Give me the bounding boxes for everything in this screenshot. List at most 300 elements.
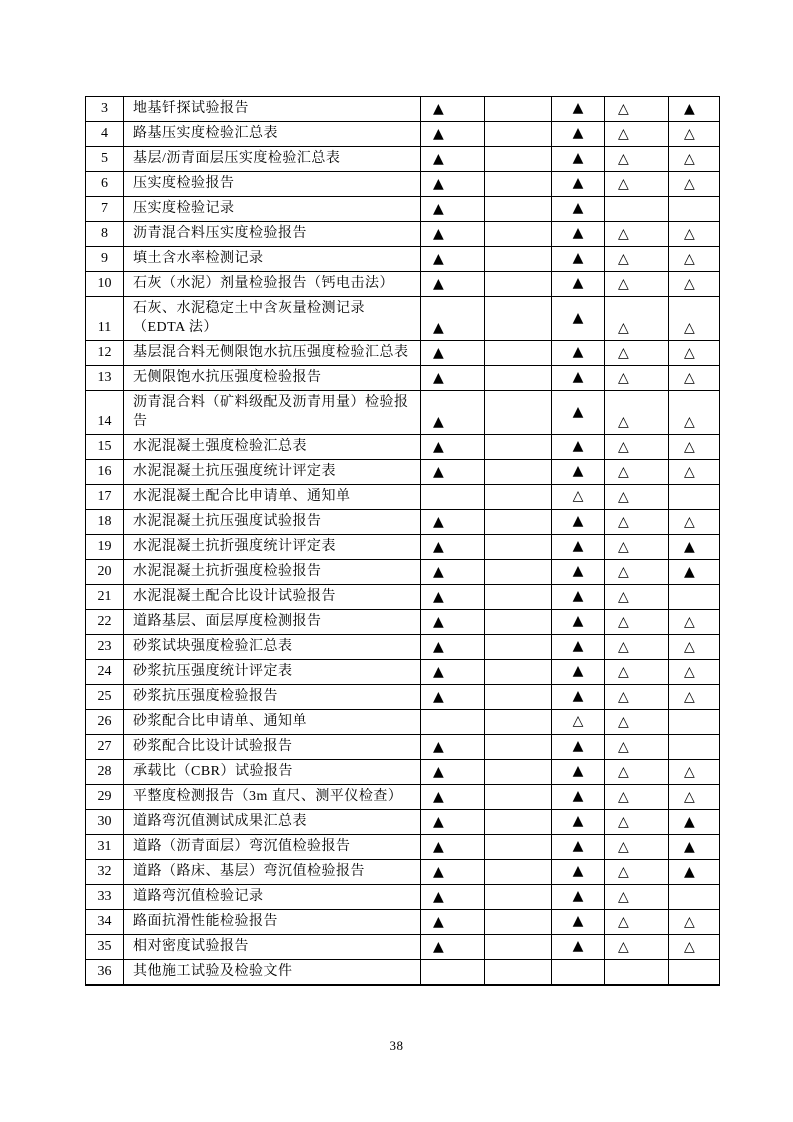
row-title: 水泥混凝土抗折强度检验报告	[124, 560, 421, 585]
table-row	[86, 910, 720, 935]
row-title: 砂浆配合比申请单、通知单	[124, 710, 421, 735]
mark-cell	[552, 635, 605, 660]
mark-cell	[421, 391, 485, 435]
row-title: 其他施工试验及检验文件	[124, 960, 421, 986]
row-number: 7	[86, 197, 124, 222]
mark-cell	[669, 910, 720, 935]
mark-cell	[421, 222, 485, 247]
triangle-hollow-icon: △	[618, 539, 629, 555]
triangle-hollow-icon: △	[684, 439, 695, 455]
row-number: 25	[86, 685, 124, 710]
mark-cell	[485, 735, 552, 760]
mark-cell	[552, 510, 605, 535]
mark-cell	[552, 885, 605, 910]
row-number: 18	[86, 510, 124, 535]
triangle-filled-icon: ▲	[433, 589, 444, 605]
mark-cell	[605, 366, 669, 391]
row-title: 地基钎探试验报告	[124, 97, 421, 122]
row-number: 33	[86, 885, 124, 910]
triangle-hollow-icon: △	[618, 414, 629, 430]
triangle-filled-icon: ▲	[433, 251, 444, 267]
mark-cell	[485, 760, 552, 785]
mark-cell	[552, 272, 605, 297]
mark-cell	[669, 960, 720, 986]
row-number: 4	[86, 122, 124, 147]
triangle-hollow-icon: △	[684, 226, 695, 242]
mark-cell	[485, 97, 552, 122]
mark-cell	[552, 685, 605, 710]
mark-cell	[485, 535, 552, 560]
mark-cell	[669, 172, 720, 197]
row-title: 平整度检测报告（3m 直尺、测平仪检查）	[124, 785, 421, 810]
row-title: 无侧限饱水抗压强度检验报告	[124, 366, 421, 391]
triangle-hollow-icon: △	[618, 789, 629, 805]
triangle-hollow-icon: △	[618, 320, 629, 336]
mark-cell	[669, 485, 720, 510]
triangle-filled-icon: ▲	[572, 275, 584, 291]
mark-cell	[485, 391, 552, 435]
mark-cell	[552, 247, 605, 272]
triangle-hollow-icon: △	[572, 488, 584, 504]
triangle-filled-icon: ▲	[572, 663, 584, 679]
triangle-hollow-icon: △	[684, 664, 695, 680]
mark-cell	[485, 247, 552, 272]
mark-cell	[669, 585, 720, 610]
mark-cell	[605, 910, 669, 935]
mark-cell	[605, 885, 669, 910]
mark-cell	[552, 810, 605, 835]
table-row	[86, 122, 720, 147]
triangle-hollow-icon: △	[618, 370, 629, 386]
triangle-filled-icon: ▲	[684, 564, 695, 580]
table-row	[86, 391, 720, 435]
triangle-hollow-icon: △	[618, 345, 629, 361]
mark-cell	[669, 341, 720, 366]
mark-cell	[605, 197, 669, 222]
mark-cell	[669, 760, 720, 785]
triangle-hollow-icon: △	[684, 276, 695, 292]
mark-cell	[605, 485, 669, 510]
triangle-filled-icon: ▲	[684, 101, 695, 117]
mark-cell	[605, 710, 669, 735]
mark-cell	[485, 910, 552, 935]
mark-cell	[421, 341, 485, 366]
mark-cell	[552, 197, 605, 222]
mark-cell	[669, 147, 720, 172]
row-title: 水泥混凝土配合比申请单、通知单	[124, 485, 421, 510]
row-number: 16	[86, 460, 124, 485]
triangle-hollow-icon: △	[618, 251, 629, 267]
row-title: 石灰、水泥稳定土中含灰量检测记录（EDTA 法）	[124, 297, 421, 341]
mark-cell	[421, 560, 485, 585]
table-row	[86, 97, 720, 122]
triangle-filled-icon: ▲	[684, 864, 695, 880]
triangle-hollow-icon: △	[618, 514, 629, 530]
triangle-filled-icon: ▲	[572, 638, 584, 654]
triangle-hollow-icon: △	[684, 639, 695, 655]
table-row	[86, 710, 720, 735]
triangle-filled-icon: ▲	[572, 888, 584, 904]
triangle-hollow-icon: △	[618, 176, 629, 192]
mark-cell	[421, 122, 485, 147]
mark-cell	[552, 341, 605, 366]
triangle-filled-icon: ▲	[572, 538, 584, 554]
triangle-hollow-icon: △	[618, 464, 629, 480]
mark-cell	[605, 297, 669, 341]
mark-cell	[669, 535, 720, 560]
mark-cell	[485, 122, 552, 147]
mark-cell	[485, 660, 552, 685]
mark-cell	[485, 635, 552, 660]
triangle-filled-icon: ▲	[433, 151, 444, 167]
mark-cell	[605, 391, 669, 435]
mark-cell	[605, 785, 669, 810]
mark-cell	[485, 366, 552, 391]
triangle-filled-icon: ▲	[572, 200, 584, 216]
triangle-hollow-icon: △	[684, 414, 695, 430]
row-number: 31	[86, 835, 124, 860]
mark-cell	[605, 935, 669, 960]
mark-cell	[552, 910, 605, 935]
triangle-filled-icon: ▲	[433, 320, 444, 336]
table-row	[86, 935, 720, 960]
mark-cell	[552, 660, 605, 685]
mark-cell	[485, 785, 552, 810]
triangle-filled-icon: ▲	[433, 864, 444, 880]
mark-cell	[421, 485, 485, 510]
row-number: 15	[86, 435, 124, 460]
mark-cell	[421, 935, 485, 960]
triangle-hollow-icon: △	[618, 864, 629, 880]
triangle-filled-icon: ▲	[572, 100, 584, 116]
table-row	[86, 535, 720, 560]
table-row	[86, 585, 720, 610]
mark-cell	[552, 735, 605, 760]
triangle-hollow-icon: △	[618, 226, 629, 242]
row-number: 22	[86, 610, 124, 635]
row-title: 道路弯沉值测试成果汇总表	[124, 810, 421, 835]
mark-cell	[421, 147, 485, 172]
table-row	[86, 760, 720, 785]
row-number: 23	[86, 635, 124, 660]
mark-cell	[669, 272, 720, 297]
mark-cell	[421, 710, 485, 735]
triangle-hollow-icon: △	[684, 514, 695, 530]
mark-cell	[485, 222, 552, 247]
row-title: 水泥混凝土配合比设计试验报告	[124, 585, 421, 610]
mark-cell	[669, 247, 720, 272]
triangle-filled-icon: ▲	[433, 939, 444, 955]
triangle-hollow-icon: △	[618, 664, 629, 680]
triangle-filled-icon: ▲	[572, 175, 584, 191]
mark-cell	[485, 341, 552, 366]
mark-cell	[421, 635, 485, 660]
row-title: 基层/沥青面层压实度检验汇总表	[124, 147, 421, 172]
triangle-hollow-icon: △	[618, 889, 629, 905]
mark-cell	[605, 535, 669, 560]
row-number: 29	[86, 785, 124, 810]
table-row	[86, 366, 720, 391]
triangle-hollow-icon: △	[684, 251, 695, 267]
row-number: 6	[86, 172, 124, 197]
triangle-filled-icon: ▲	[572, 813, 584, 829]
mark-cell	[605, 735, 669, 760]
triangle-filled-icon: ▲	[433, 176, 444, 192]
row-number: 26	[86, 710, 124, 735]
triangle-filled-icon: ▲	[433, 689, 444, 705]
mark-cell	[669, 122, 720, 147]
triangle-filled-icon: ▲	[433, 101, 444, 117]
triangle-hollow-icon: △	[618, 564, 629, 580]
row-number: 35	[86, 935, 124, 960]
mark-cell	[605, 585, 669, 610]
triangle-filled-icon: ▲	[572, 563, 584, 579]
table-row	[86, 860, 720, 885]
triangle-hollow-icon: △	[684, 764, 695, 780]
mark-cell	[552, 935, 605, 960]
mark-cell	[605, 660, 669, 685]
triangle-filled-icon: ▲	[572, 125, 584, 141]
row-title: 沥青混合料（矿料级配及沥青用量）检验报告	[124, 391, 421, 435]
triangle-filled-icon: ▲	[433, 814, 444, 830]
table-row	[86, 272, 720, 297]
row-number: 5	[86, 147, 124, 172]
row-title: 沥青混合料压实度检验报告	[124, 222, 421, 247]
triangle-hollow-icon: △	[618, 689, 629, 705]
mark-cell	[552, 485, 605, 510]
mark-cell	[552, 960, 605, 986]
mark-cell	[669, 860, 720, 885]
row-title: 路基压实度检验汇总表	[124, 122, 421, 147]
table-row	[86, 485, 720, 510]
row-number: 17	[86, 485, 124, 510]
row-number: 24	[86, 660, 124, 685]
mark-cell	[485, 685, 552, 710]
mark-cell	[605, 341, 669, 366]
triangle-hollow-icon: △	[684, 614, 695, 630]
table-row	[86, 222, 720, 247]
triangle-hollow-icon: △	[618, 151, 629, 167]
table-row	[86, 885, 720, 910]
mark-cell	[552, 366, 605, 391]
mark-cell	[552, 147, 605, 172]
mark-cell	[669, 197, 720, 222]
mark-cell	[605, 685, 669, 710]
mark-cell	[552, 297, 605, 341]
triangle-hollow-icon: △	[684, 345, 695, 361]
triangle-filled-icon: ▲	[684, 539, 695, 555]
triangle-hollow-icon: △	[618, 101, 629, 117]
triangle-filled-icon: ▲	[433, 514, 444, 530]
triangle-hollow-icon: △	[684, 464, 695, 480]
table-row	[86, 510, 720, 535]
row-title: 路面抗滑性能检验报告	[124, 910, 421, 935]
triangle-hollow-icon: △	[618, 439, 629, 455]
mark-cell	[421, 247, 485, 272]
mark-cell	[605, 435, 669, 460]
mark-cell	[669, 610, 720, 635]
table-row	[86, 197, 720, 222]
triangle-filled-icon: ▲	[433, 764, 444, 780]
row-number: 34	[86, 910, 124, 935]
mark-cell	[552, 710, 605, 735]
triangle-hollow-icon: △	[618, 814, 629, 830]
table-row	[86, 147, 720, 172]
mark-cell	[485, 935, 552, 960]
row-number: 32	[86, 860, 124, 885]
mark-cell	[485, 885, 552, 910]
table-row	[86, 735, 720, 760]
triangle-filled-icon: ▲	[433, 789, 444, 805]
mark-cell	[421, 885, 485, 910]
mark-cell	[669, 460, 720, 485]
row-number: 12	[86, 341, 124, 366]
report-table-body	[86, 97, 720, 986]
row-title: 砂浆抗压强度检验报告	[124, 685, 421, 710]
mark-cell	[552, 122, 605, 147]
triangle-filled-icon: ▲	[572, 738, 584, 754]
row-number: 9	[86, 247, 124, 272]
row-title: 相对密度试验报告	[124, 935, 421, 960]
mark-cell	[421, 366, 485, 391]
mark-cell	[421, 760, 485, 785]
triangle-filled-icon: ▲	[433, 414, 444, 430]
table-row	[86, 810, 720, 835]
mark-cell	[485, 272, 552, 297]
mark-cell	[485, 297, 552, 341]
triangle-filled-icon: ▲	[572, 344, 584, 360]
triangle-filled-icon: ▲	[572, 403, 584, 420]
triangle-filled-icon: ▲	[572, 938, 584, 954]
triangle-filled-icon: ▲	[572, 588, 584, 604]
triangle-hollow-icon: △	[684, 939, 695, 955]
row-title: 道路基层、面层厚度检测报告	[124, 610, 421, 635]
mark-cell	[552, 585, 605, 610]
mark-cell	[421, 535, 485, 560]
mark-cell	[485, 835, 552, 860]
mark-cell	[605, 272, 669, 297]
triangle-hollow-icon: △	[618, 939, 629, 955]
triangle-hollow-icon: △	[618, 126, 629, 142]
mark-cell	[605, 222, 669, 247]
row-number: 20	[86, 560, 124, 585]
mark-cell	[421, 510, 485, 535]
triangle-hollow-icon: △	[618, 276, 629, 292]
triangle-filled-icon: ▲	[572, 463, 584, 479]
mark-cell	[421, 610, 485, 635]
table-row	[86, 685, 720, 710]
row-number: 14	[86, 391, 124, 435]
mark-cell	[485, 147, 552, 172]
triangle-filled-icon: ▲	[433, 914, 444, 930]
triangle-filled-icon: ▲	[684, 839, 695, 855]
triangle-filled-icon: ▲	[572, 250, 584, 266]
row-title: 水泥混凝土强度检验汇总表	[124, 435, 421, 460]
mark-cell	[669, 735, 720, 760]
mark-cell	[669, 660, 720, 685]
mark-cell	[605, 247, 669, 272]
mark-cell	[605, 635, 669, 660]
triangle-filled-icon: ▲	[433, 226, 444, 242]
table-row	[86, 785, 720, 810]
inspection-report-table	[85, 96, 720, 986]
table-row	[86, 435, 720, 460]
mark-cell	[669, 710, 720, 735]
triangle-filled-icon: ▲	[433, 539, 444, 555]
triangle-filled-icon: ▲	[433, 439, 444, 455]
triangle-hollow-icon: △	[684, 370, 695, 386]
mark-cell	[605, 835, 669, 860]
mark-cell	[421, 172, 485, 197]
triangle-filled-icon: ▲	[572, 150, 584, 166]
mark-cell	[552, 760, 605, 785]
mark-cell	[421, 297, 485, 341]
mark-cell	[669, 391, 720, 435]
row-number: 19	[86, 535, 124, 560]
triangle-hollow-icon: △	[618, 614, 629, 630]
row-title: 道路弯沉值检验记录	[124, 885, 421, 910]
triangle-hollow-icon: △	[618, 914, 629, 930]
mark-cell	[669, 560, 720, 585]
mark-cell	[421, 272, 485, 297]
mark-cell	[421, 460, 485, 485]
triangle-filled-icon: ▲	[433, 126, 444, 142]
triangle-filled-icon: ▲	[433, 464, 444, 480]
mark-cell	[485, 960, 552, 986]
row-number: 8	[86, 222, 124, 247]
triangle-hollow-icon: △	[618, 589, 629, 605]
triangle-filled-icon: ▲	[572, 913, 584, 929]
mark-cell	[605, 172, 669, 197]
mark-cell	[605, 810, 669, 835]
mark-cell	[485, 485, 552, 510]
triangle-filled-icon: ▲	[433, 889, 444, 905]
row-title: 砂浆试块强度检验汇总表	[124, 635, 421, 660]
row-title: 填土含水率检测记录	[124, 247, 421, 272]
mark-cell	[485, 860, 552, 885]
table-row	[86, 297, 720, 341]
mark-cell	[669, 935, 720, 960]
triangle-hollow-icon: △	[684, 914, 695, 930]
triangle-filled-icon: ▲	[572, 225, 584, 241]
mark-cell	[485, 710, 552, 735]
triangle-filled-icon: ▲	[433, 614, 444, 630]
mark-cell	[485, 585, 552, 610]
table-row	[86, 247, 720, 272]
row-title: 水泥混凝土抗折强度统计评定表	[124, 535, 421, 560]
row-title: 石灰（水泥）剂量检验报告（钙电击法）	[124, 272, 421, 297]
mark-cell	[605, 97, 669, 122]
triangle-filled-icon: ▲	[572, 438, 584, 454]
mark-cell	[421, 97, 485, 122]
mark-cell	[485, 197, 552, 222]
mark-cell	[485, 610, 552, 635]
triangle-hollow-icon: △	[618, 639, 629, 655]
row-number: 11	[86, 297, 124, 341]
mark-cell	[605, 560, 669, 585]
mark-cell	[421, 585, 485, 610]
mark-cell	[552, 460, 605, 485]
mark-cell	[421, 435, 485, 460]
mark-cell	[605, 860, 669, 885]
mark-cell	[421, 835, 485, 860]
triangle-hollow-icon: △	[684, 176, 695, 192]
mark-cell	[669, 510, 720, 535]
mark-cell	[485, 510, 552, 535]
triangle-filled-icon: ▲	[433, 564, 444, 580]
triangle-filled-icon: ▲	[572, 838, 584, 854]
mark-cell	[669, 97, 720, 122]
